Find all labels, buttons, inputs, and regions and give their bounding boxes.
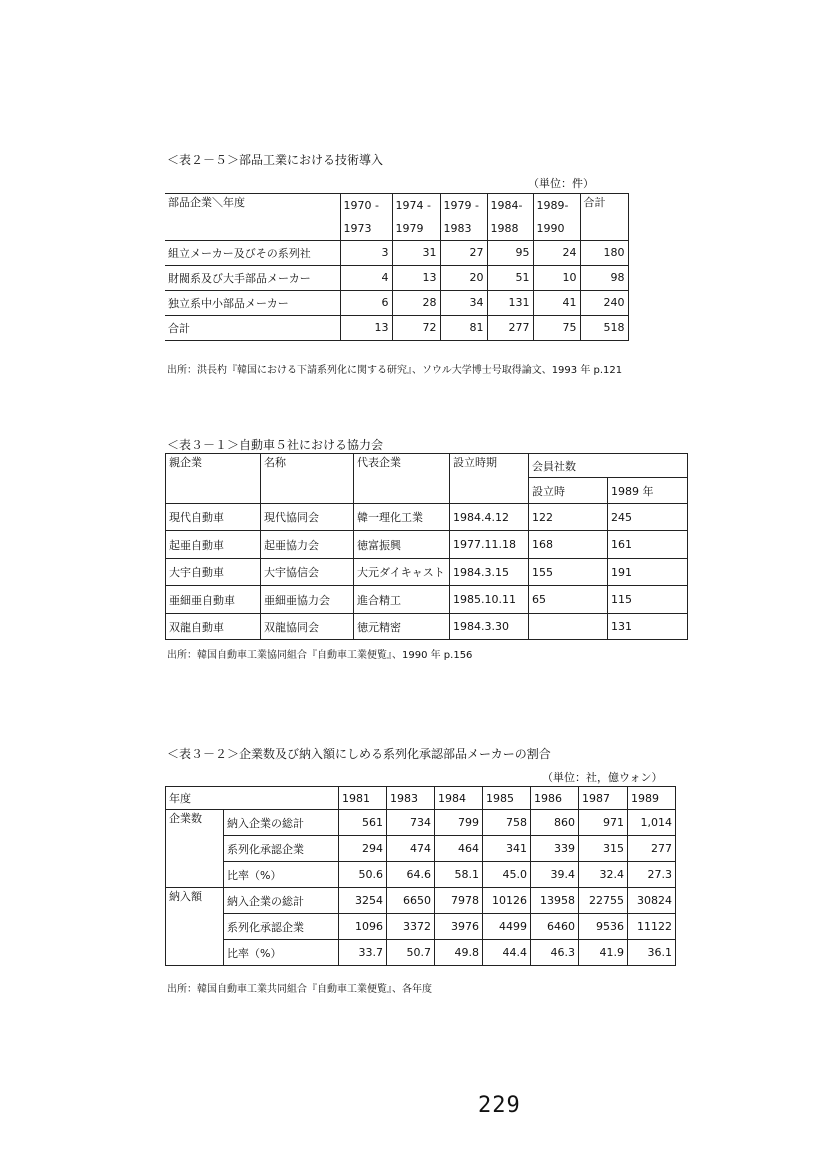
table3-cell: 277 bbox=[628, 836, 676, 862]
table1-source: 出所：洪長杓『韓国における下請系列化に関する研究』、ソウル大学博士号取得論文、1993 年 p.121 bbox=[167, 365, 623, 376]
table1-row-label: 組立メーカー及びその系列社 bbox=[165, 240, 340, 265]
table1-cell: 3 bbox=[340, 240, 392, 265]
table1-cell: 131 bbox=[487, 290, 533, 315]
table2-source: 出所：韓国自動車工業協同組合『自動車工業便覧』、1990 年 p.156 bbox=[167, 650, 473, 661]
table1-cell: 28 bbox=[392, 290, 440, 315]
table1-title: ＜表２－５＞部品工業における技術導入 bbox=[167, 153, 384, 167]
table-row bbox=[166, 888, 676, 914]
table1-cell: 4 bbox=[340, 265, 392, 290]
table3-cell: 860 bbox=[531, 810, 579, 836]
table1-period-5-end: 1990 bbox=[533, 218, 580, 241]
table3-cell: 3372 bbox=[387, 914, 435, 940]
table3-group-label: 企業数 bbox=[166, 810, 224, 888]
table3-year: 1983 bbox=[387, 787, 435, 810]
table3-cell: 30824 bbox=[628, 888, 676, 914]
table-row bbox=[165, 265, 628, 290]
table2-cell: 245 bbox=[608, 504, 688, 531]
table2-header-name: 名称 bbox=[261, 454, 354, 504]
table1-period-4-end: 1988 bbox=[487, 218, 533, 241]
table1-cell: 10 bbox=[533, 265, 580, 290]
table1-period-1-start: 1970 - bbox=[340, 194, 392, 218]
table2-cell: 韓一理化工業 bbox=[354, 504, 450, 531]
table2-cell: 徳富振興 bbox=[354, 531, 450, 559]
table1-period-1-end: 1973 bbox=[340, 218, 392, 241]
table3-header-label: 年度 bbox=[166, 787, 339, 810]
table2-cell: 1984.4.12 bbox=[450, 504, 529, 531]
table3-row-label: 納入企業の総計 bbox=[224, 888, 339, 914]
table1-period-5-start: 1989- bbox=[533, 194, 580, 218]
table1-total-header: 合計 bbox=[580, 194, 628, 241]
table3-source: 出所：韓国自動車工業共同組合『自動車工業便覧』、各年度 bbox=[167, 984, 432, 995]
table3-cell: 45.0 bbox=[483, 862, 531, 888]
table2-cell: 155 bbox=[529, 559, 608, 586]
table2-subheader-founding: 設立時 bbox=[529, 478, 608, 504]
table3-cell: 6460 bbox=[531, 914, 579, 940]
table2-cell: 双龍自動車 bbox=[166, 614, 261, 640]
table3-cell: 315 bbox=[579, 836, 628, 862]
table2-cell: 122 bbox=[529, 504, 608, 531]
table3-cell: 3254 bbox=[339, 888, 387, 914]
table1-cell: 13 bbox=[392, 265, 440, 290]
table1-header-label: 部品企業＼年度 bbox=[165, 194, 340, 241]
table2-subheader-1989: 1989 年 bbox=[608, 478, 688, 504]
table3-group-label: 納入額 bbox=[166, 888, 224, 966]
table-row bbox=[165, 240, 628, 265]
table2-cell: 起亜協力会 bbox=[261, 531, 354, 559]
table3-cell: 10126 bbox=[483, 888, 531, 914]
table2-cell: 1977.11.18 bbox=[450, 531, 529, 559]
table3-year: 1987 bbox=[579, 787, 628, 810]
table1-row-label: 独立系中小部品メーカー bbox=[165, 290, 340, 315]
table3-cell: 799 bbox=[435, 810, 483, 836]
table3-cell: 13958 bbox=[531, 888, 579, 914]
table3-cell: 58.1 bbox=[435, 862, 483, 888]
table1-period-3-start: 1979 - bbox=[440, 194, 487, 218]
table3-cell: 474 bbox=[387, 836, 435, 862]
table2-cell: 65 bbox=[529, 586, 608, 614]
table1-unit: （単位：件） bbox=[528, 177, 594, 190]
table1-cell: 81 bbox=[440, 315, 487, 340]
table2-cell: 起亜自動車 bbox=[166, 531, 261, 559]
table1-cell: 20 bbox=[440, 265, 487, 290]
table3-row-label: 比率（%） bbox=[224, 862, 339, 888]
table3-cell: 44.4 bbox=[483, 940, 531, 966]
table3-cell: 27.3 bbox=[628, 862, 676, 888]
table2-cell: 大元ダイキャスト bbox=[354, 559, 450, 586]
table3-cell: 7978 bbox=[435, 888, 483, 914]
table1-cell: 240 bbox=[580, 290, 628, 315]
table2-cell: 徳元精密 bbox=[354, 614, 450, 640]
table1-cell: 180 bbox=[580, 240, 628, 265]
table2 bbox=[165, 453, 688, 640]
table2-header-rep: 代表企業 bbox=[354, 454, 450, 504]
table-row bbox=[166, 862, 676, 888]
table3-row-label: 比率（%） bbox=[224, 940, 339, 966]
table1-period-3-end: 1983 bbox=[440, 218, 487, 241]
table2-cell: 現代自動車 bbox=[166, 504, 261, 531]
table2-cell: 1984.3.15 bbox=[450, 559, 529, 586]
table3-year: 1984 bbox=[435, 787, 483, 810]
table1-cell: 95 bbox=[487, 240, 533, 265]
table-row bbox=[166, 504, 688, 531]
table3-year: 1985 bbox=[483, 787, 531, 810]
table-row bbox=[166, 914, 676, 940]
table2-cell: 亜細亜協力会 bbox=[261, 586, 354, 614]
table-row bbox=[165, 315, 628, 340]
table1-cell: 6 bbox=[340, 290, 392, 315]
table2-cell: 191 bbox=[608, 559, 688, 586]
table-row bbox=[166, 531, 688, 559]
table3-cell: 734 bbox=[387, 810, 435, 836]
table3-cell: 49.8 bbox=[435, 940, 483, 966]
table1-period-2-start: 1974 - bbox=[392, 194, 440, 218]
table3-year: 1989 bbox=[628, 787, 676, 810]
table1-cell: 98 bbox=[580, 265, 628, 290]
table2-cell bbox=[529, 614, 608, 640]
table3-cell: 294 bbox=[339, 836, 387, 862]
table3-unit: （単位：社，億ウォン） bbox=[542, 771, 663, 784]
table-row bbox=[166, 810, 676, 836]
table3-title: ＜表３－２＞企業数及び納入額にしめる系列化承認部品メーカーの割合 bbox=[167, 747, 551, 761]
table3-row-label: 系列化承認企業 bbox=[224, 836, 339, 862]
table2-cell: 双龍協同会 bbox=[261, 614, 354, 640]
table2-cell: 1984.3.30 bbox=[450, 614, 529, 640]
table-row bbox=[166, 940, 676, 966]
table2-header-date: 設立時期 bbox=[450, 454, 529, 504]
table3-cell: 4499 bbox=[483, 914, 531, 940]
table1-period-4-start: 1984- bbox=[487, 194, 533, 218]
table3-cell: 1,014 bbox=[628, 810, 676, 836]
table1-cell: 75 bbox=[533, 315, 580, 340]
table2-header-members: 会員社数 bbox=[529, 454, 688, 478]
table2-cell: 131 bbox=[608, 614, 688, 640]
table-row bbox=[166, 614, 688, 640]
table3 bbox=[165, 786, 676, 966]
table2-cell: 1985.10.11 bbox=[450, 586, 529, 614]
table3-cell: 464 bbox=[435, 836, 483, 862]
table2-cell: 亜細亜自動車 bbox=[166, 586, 261, 614]
table2-cell: 168 bbox=[529, 531, 608, 559]
table1-cell: 518 bbox=[580, 315, 628, 340]
table2-cell: 進合精工 bbox=[354, 586, 450, 614]
table3-cell: 1096 bbox=[339, 914, 387, 940]
table3-cell: 50.6 bbox=[339, 862, 387, 888]
table3-cell: 32.4 bbox=[579, 862, 628, 888]
table3-cell: 3976 bbox=[435, 914, 483, 940]
table1-cell: 72 bbox=[392, 315, 440, 340]
table3-cell: 561 bbox=[339, 810, 387, 836]
table1 bbox=[165, 193, 629, 341]
table-row bbox=[166, 559, 688, 586]
table1-cell: 277 bbox=[487, 315, 533, 340]
table1-cell: 34 bbox=[440, 290, 487, 315]
table2-header-parent: 親企業 bbox=[166, 454, 261, 504]
table3-cell: 33.7 bbox=[339, 940, 387, 966]
table3-cell: 50.7 bbox=[387, 940, 435, 966]
table2-cell: 大宇協信会 bbox=[261, 559, 354, 586]
table1-period-2-end: 1979 bbox=[392, 218, 440, 241]
table-row bbox=[166, 586, 688, 614]
table3-cell: 971 bbox=[579, 810, 628, 836]
table3-cell: 41.9 bbox=[579, 940, 628, 966]
table3-cell: 39.4 bbox=[531, 862, 579, 888]
table3-cell: 9536 bbox=[579, 914, 628, 940]
table1-cell: 27 bbox=[440, 240, 487, 265]
table1-row-label: 財閥系及び大手部品メーカー bbox=[165, 265, 340, 290]
table1-cell: 24 bbox=[533, 240, 580, 265]
table3-row-label: 納入企業の総計 bbox=[224, 810, 339, 836]
table-row bbox=[166, 836, 676, 862]
table3-cell: 339 bbox=[531, 836, 579, 862]
table3-cell: 341 bbox=[483, 836, 531, 862]
table3-cell: 64.6 bbox=[387, 862, 435, 888]
table1-row-label: 合計 bbox=[165, 315, 340, 340]
table3-cell: 6650 bbox=[387, 888, 435, 914]
table3-year: 1981 bbox=[339, 787, 387, 810]
table1-cell: 31 bbox=[392, 240, 440, 265]
table2-cell: 161 bbox=[608, 531, 688, 559]
table2-cell: 大宇自動車 bbox=[166, 559, 261, 586]
table3-cell: 36.1 bbox=[628, 940, 676, 966]
table3-row-label: 系列化承認企業 bbox=[224, 914, 339, 940]
table3-cell: 46.3 bbox=[531, 940, 579, 966]
table3-cell: 22755 bbox=[579, 888, 628, 914]
table3-cell: 758 bbox=[483, 810, 531, 836]
table3-year: 1986 bbox=[531, 787, 579, 810]
table1-cell: 13 bbox=[340, 315, 392, 340]
table2-cell: 115 bbox=[608, 586, 688, 614]
table1-cell: 41 bbox=[533, 290, 580, 315]
table2-title: ＜表３－１＞自動車５社における協力会 bbox=[167, 438, 384, 452]
page-number: 229 bbox=[478, 1093, 521, 1118]
table-row bbox=[165, 290, 628, 315]
table2-cell: 現代協同会 bbox=[261, 504, 354, 531]
table1-cell: 51 bbox=[487, 265, 533, 290]
table3-cell: 11122 bbox=[628, 914, 676, 940]
